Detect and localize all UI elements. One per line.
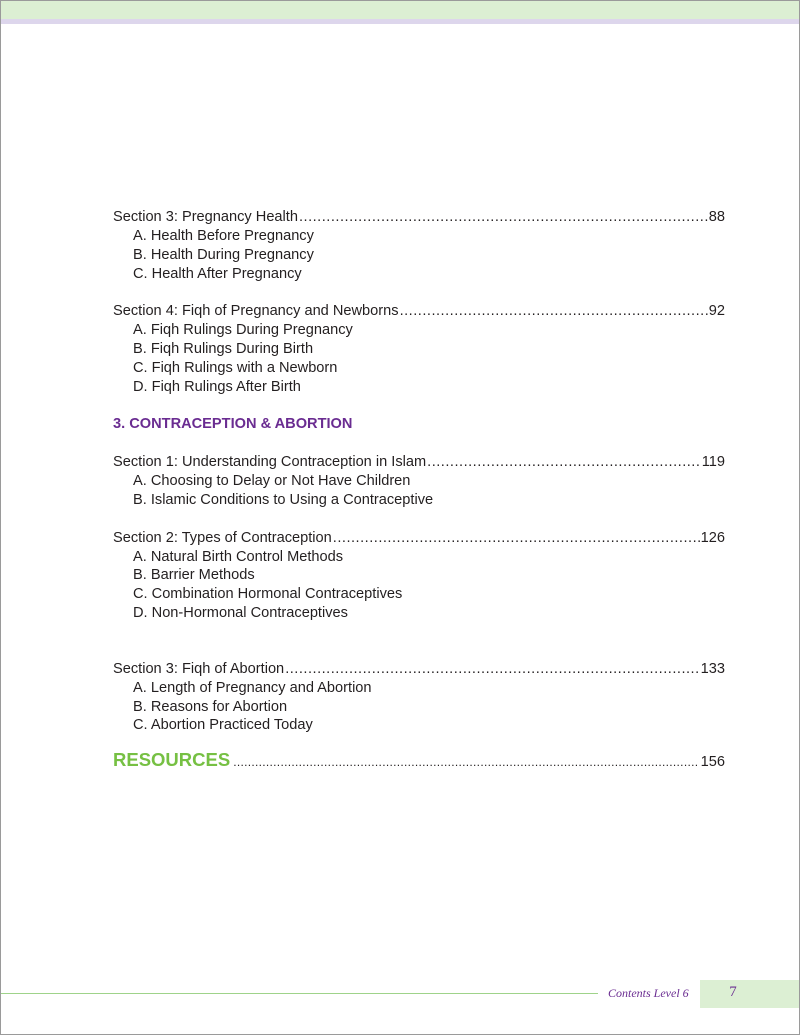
- dot-leader: [233, 755, 697, 769]
- toc-subitem: D. Non-Hormonal Contraceptives: [133, 604, 348, 621]
- toc-subitem: B. Health During Pregnancy: [133, 246, 314, 263]
- toc-subitem: D. Fiqh Rulings After Birth: [133, 378, 301, 395]
- toc-entry-fiqh-pregnancy[interactable]: [113, 302, 725, 321]
- toc-entry-title: Section 2: Types of Contraception: [113, 529, 332, 546]
- toc-group-fiqh-abortion: [113, 660, 725, 735]
- chapter-heading: 3. CONTRACEPTION & ABORTION: [113, 416, 353, 433]
- top-color-band: [1, 1, 799, 19]
- toc-page-number: 133: [700, 660, 725, 677]
- footer-page-number: 7: [729, 984, 737, 1000]
- toc-entry-pregnancy-health[interactable]: [113, 208, 725, 227]
- top-accent-stripe: [1, 19, 799, 24]
- toc-page-number: 156: [700, 754, 725, 771]
- toc-subitem: B. Islamic Conditions to Using a Contraceptive: [133, 491, 434, 508]
- toc-page-number: 119: [701, 454, 725, 471]
- toc-entry-title: Section 1: Understanding Contraception in Islam: [113, 454, 427, 471]
- toc-page-number: 126: [700, 529, 725, 546]
- toc-entry-title: Section 3: Fiqh of Abortion: [113, 660, 285, 677]
- dot-leader: [427, 453, 701, 472]
- dot-leader: [333, 529, 700, 548]
- toc-subitem: A. Length of Pregnancy and Abortion: [133, 679, 372, 696]
- toc-page-number: 88: [708, 209, 725, 225]
- toc-subitem: C. Abortion Practiced Today: [133, 717, 313, 734]
- toc-subitem: A. Health Before Pregnancy: [133, 228, 314, 244]
- toc-subitem: B. Reasons for Abortion: [133, 698, 288, 715]
- toc-group-pregnancy-health: [113, 208, 725, 283]
- footer-running-title: Contents Level 6: [608, 986, 689, 1000]
- toc-entry-title: Section 3: Pregnancy Health: [113, 209, 298, 225]
- toc-subitem: B. Fiqh Rulings During Birth: [133, 340, 314, 357]
- table-of-contents: [113, 208, 725, 771]
- footer-rule: [1, 993, 598, 994]
- toc-group-fiqh-pregnancy: [113, 302, 725, 396]
- toc-subitem: A. Fiqh Rulings During Pregnancy: [133, 322, 353, 339]
- toc-entry-title: Section 4: Fiqh of Pregnancy and Newborns: [113, 303, 399, 320]
- toc-page-number: 92: [708, 303, 725, 320]
- dot-leader: [285, 660, 699, 679]
- toc-entry-understanding-contraception[interactable]: [113, 453, 725, 472]
- toc-subitem: C. Fiqh Rulings with a Newborn: [133, 359, 338, 376]
- toc-group-understanding-contraception: [113, 453, 725, 510]
- toc-subitem: C. Combination Hormonal Contraceptives: [133, 586, 403, 603]
- toc-entry-types-contraception[interactable]: [113, 529, 725, 548]
- dot-leader: [299, 208, 708, 227]
- toc-subitem: A. Choosing to Delay or Not Have Children: [133, 473, 411, 490]
- toc-subitem: C. Health After Pregnancy: [133, 265, 302, 282]
- toc-subitem: A. Natural Birth Control Methods: [133, 548, 344, 565]
- toc-entry-fiqh-abortion[interactable]: [113, 660, 725, 679]
- toc-group-types-contraception: [113, 529, 725, 623]
- dot-leader: [400, 302, 708, 321]
- toc-entry-resources[interactable]: [113, 749, 725, 771]
- resources-heading: RESOURCES: [113, 749, 231, 771]
- toc-subitem: B. Barrier Methods: [133, 567, 255, 584]
